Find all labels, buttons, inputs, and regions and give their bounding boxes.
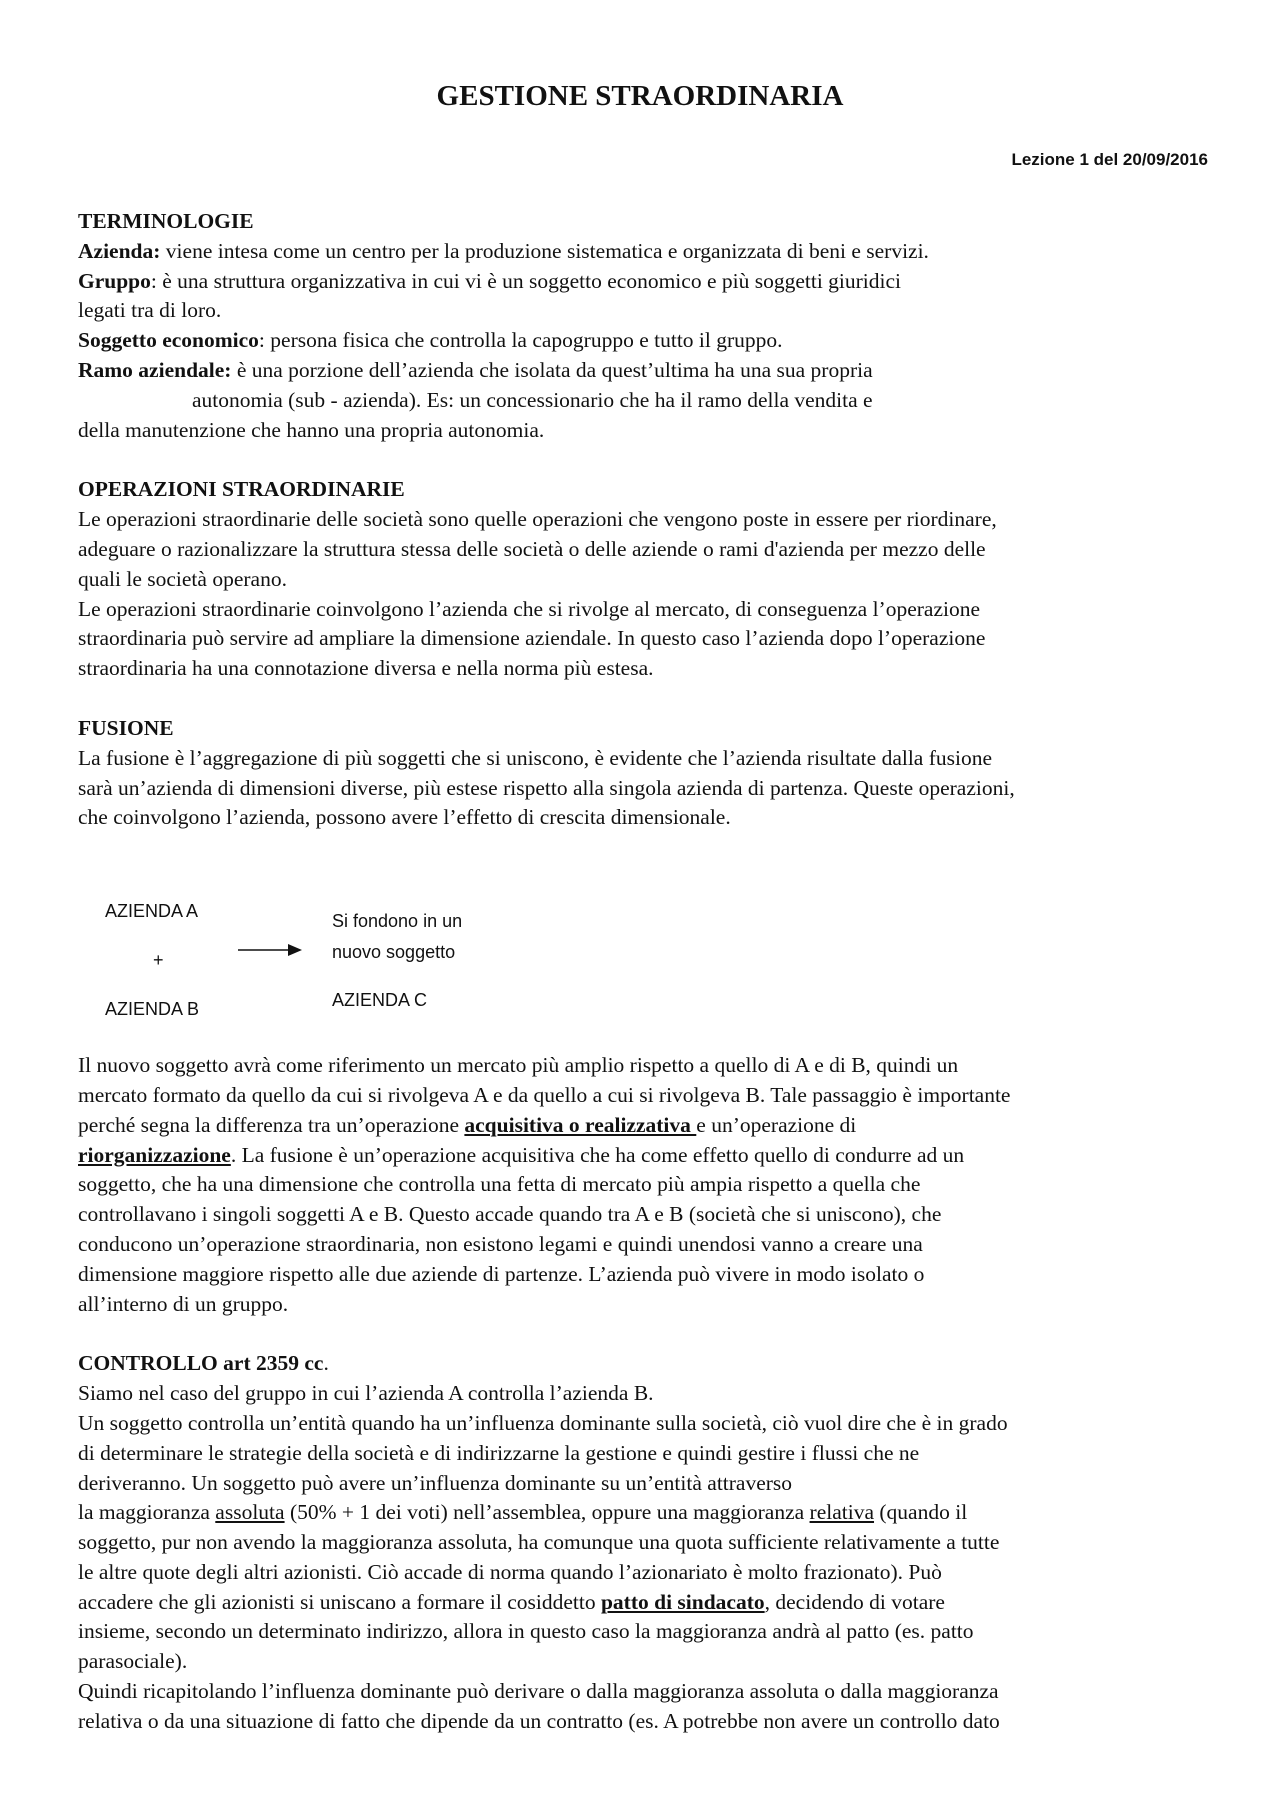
text-line: relativa o da una situazione di fatto che dipende da un contratto (es. A potrebbe non avere un controllo dato xyxy=(78,1708,1000,1733)
text-line: conducono un’operazione straordinaria, non esistono legami e quindi unendosi vanno a creare una xyxy=(78,1231,923,1256)
term-azienda: Azienda: xyxy=(78,238,161,263)
diagram-result-line1: Si fondono in un xyxy=(332,911,463,932)
text-line: Le operazioni straordinarie delle società sono quelle operazioni che vengono poste in essere per riordinare, xyxy=(78,507,997,532)
lesson-date: Lezione 1 del 20/09/2016 xyxy=(1011,150,1208,169)
text-run: la maggioranza xyxy=(78,1500,216,1525)
text-line: dimensione maggiore rispetto alle due aziende di partenze. L’azienda può vivere in modo isolato o xyxy=(78,1261,925,1286)
text-line: Un soggetto controlla un’entità quando ha un’influenza dominante sulla società, ciò vuol dire che è in grado xyxy=(78,1410,1008,1435)
diagram-azienda-c: AZIENDA C xyxy=(332,990,428,1011)
text-line: Quindi ricapitolando l’influenza dominante può derivare o dalla maggioranza assoluta o dalla maggioranza xyxy=(78,1679,999,1704)
arrow-right-icon xyxy=(238,941,304,959)
definition-text: è una porzione dell’azienda che isolata da quest’ultima ha una sua propria xyxy=(231,357,873,382)
term-gruppo: Gruppo xyxy=(78,268,151,293)
emphasis-assoluta: assoluta xyxy=(215,1500,285,1525)
emphasis-acquisitiva: acquisitiva o realizzativa xyxy=(464,1112,697,1137)
diagram-azienda-a: AZIENDA A xyxy=(105,901,199,922)
text-line: legati tra di loro. xyxy=(78,298,222,323)
text-run: . La fusione è un’operazione acquisitiva che ha come effetto quello di condurre ad un xyxy=(230,1142,965,1167)
heading-tail: . xyxy=(323,1351,329,1376)
text-line xyxy=(78,1141,1213,1171)
text-line xyxy=(78,1588,1213,1618)
emphasis-riorganizzazione: riorganizzazione xyxy=(78,1142,231,1167)
definition-azienda xyxy=(78,237,1213,267)
text-line: Siamo nel caso del gruppo in cui l’azienda A controlla l’azienda B. xyxy=(78,1381,654,1406)
text-line: insieme, secondo un determinato indirizzo, allora in questo caso la maggioranza andrà al patto (es. patto xyxy=(78,1619,974,1644)
text-line: straordinaria può servire ad ampliare la dimensione aziendale. In questo caso l’azienda dopo l’operazione xyxy=(78,626,986,651)
definition-soggetto-economico xyxy=(78,326,1213,356)
text-line: che coinvolgono l’azienda, possono avere l’effetto di crescita dimensionale. xyxy=(78,805,731,830)
section-heading-fusione: FUSIONE xyxy=(78,715,174,740)
document-body xyxy=(78,207,1213,1737)
text-line: soggetto, che ha una dimensione che controlla una fetta di mercato più ampia rispetto a quella che xyxy=(78,1172,921,1197)
text-line: mercato formato da quello da cui si rivolgeva A e da quello a cui si rivolgeva B. Tale passaggio è importante xyxy=(78,1082,1011,1107)
heading-text: CONTROLLO art 2359 cc xyxy=(78,1351,324,1376)
text-line: all’interno di un gruppo. xyxy=(78,1291,289,1316)
text-line: La fusione è l’aggregazione di più soggetti che si uniscono, è evidente che l’azienda risultate dalla fusione xyxy=(78,745,993,770)
text-line: adeguare o razionalizzare la struttura stessa delle società o delle aziende o rami d'azienda per mezzo delle xyxy=(78,536,986,561)
section-spacer xyxy=(78,684,1213,714)
emphasis-relativa: relativa xyxy=(809,1500,875,1525)
text-line: Le operazioni straordinarie coinvolgono l’azienda che si rivolge al mercato, di conseguenza l’operazione xyxy=(78,596,981,621)
text-run: , decidendo di votare xyxy=(764,1589,945,1614)
text-line xyxy=(78,1111,1213,1141)
text-line: deriveranno. Un soggetto può avere un’influenza dominante su un’entità attraverso xyxy=(78,1470,793,1495)
text-line: della manutenzione che hanno una propria autonomia. xyxy=(78,417,545,442)
definition-text: viene intesa come un centro per la produzione sistematica e organizzata di beni e servizi. xyxy=(160,238,929,263)
fusion-diagram xyxy=(78,833,1213,1051)
diagram-plus: + xyxy=(153,950,164,971)
text-line: parasociale). xyxy=(78,1649,188,1674)
text-line: Il nuovo soggetto avrà come riferimento un mercato più amplio rispetto a quello di A e di B, quindi un xyxy=(78,1053,959,1078)
term-ramo-aziendale: Ramo aziendale: xyxy=(78,357,232,382)
text-line: autonomia (sub - azienda). Es: un concessionario che ha il ramo della vendita e xyxy=(192,387,873,412)
definition-gruppo xyxy=(78,267,1213,297)
text-line: controllavano i singoli soggetti A e B. Questo accade quando tra A e B (società che si uniscono), che xyxy=(78,1202,942,1227)
definition-text: : è una struttura organizzativa in cui vi è un soggetto economico e più soggetti giuridici xyxy=(150,268,902,293)
diagram-result-line2: nuovo soggetto xyxy=(332,942,456,963)
text-line: sarà un’azienda di dimensioni diverse, più estese rispetto alla singola azienda di partenza. Queste operazioni, xyxy=(78,775,1015,800)
text-line xyxy=(78,1498,1213,1528)
text-run: (quando il xyxy=(874,1500,968,1525)
section-spacer xyxy=(78,1319,1213,1349)
text-line: di determinare le strategie della società e di indirizzarne la gestione e quindi gestire i flussi che ne xyxy=(78,1440,920,1465)
text-run: (50% + 1 dei voti) nell’assemblea, oppure una maggioranza xyxy=(284,1500,810,1525)
definition-text: : persona fisica che controlla la capogruppo e tutto il gruppo. xyxy=(258,328,783,353)
definition-ramo-aziendale xyxy=(78,356,1213,386)
section-heading-operazioni: OPERAZIONI STRAORDINARIE xyxy=(78,477,405,502)
text-line: le altre quote degli altri azionisti. Ciò accade di norma quando l’azionariato è molto frazionato). Può xyxy=(78,1559,942,1584)
term-soggetto-economico: Soggetto economico xyxy=(78,328,259,353)
text-run: e un’operazione di xyxy=(696,1112,857,1137)
text-run: accadere che gli azionisti si uniscano a formare il cosiddetto xyxy=(78,1589,601,1614)
text-line: soggetto, pur non avendo la maggioranza assoluta, ha comunque una quota sufficiente relativamente a tutte xyxy=(78,1530,1000,1555)
diagram-azienda-b: AZIENDA B xyxy=(105,999,200,1020)
emphasis-patto-di-sindacato: patto di sindacato xyxy=(600,1589,765,1614)
document-title: GESTIONE STRAORDINARIA xyxy=(436,80,844,112)
text-run: perché segna la differenza tra un’operazione xyxy=(78,1112,465,1137)
section-heading-controllo xyxy=(78,1349,1213,1379)
text-line: straordinaria ha una connotazione diversa e nella norma più estesa. xyxy=(78,656,654,681)
text-line: quali le società operano. xyxy=(78,566,287,591)
section-heading-terminologie: TERMINOLOGIE xyxy=(78,209,254,233)
section-spacer xyxy=(78,445,1213,475)
